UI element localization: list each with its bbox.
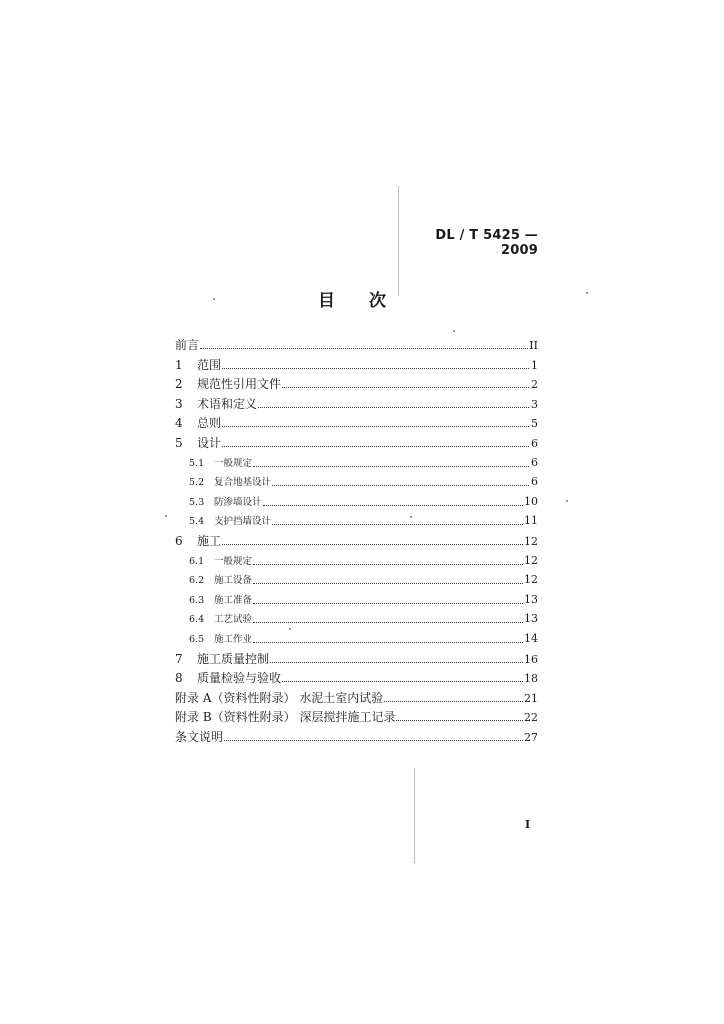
toc-leader-dots <box>224 739 523 741</box>
toc-entry-label: 施工准备 <box>214 594 253 606</box>
toc-entry-page: 6 <box>531 437 538 450</box>
toc-entry-page: 27 <box>524 731 538 744</box>
scan-speck <box>289 628 291 630</box>
toc-leader-dots <box>282 386 529 388</box>
toc-entry-page: 5 <box>531 417 538 431</box>
toc-entry-label: 设计 <box>197 436 222 450</box>
toc-entry <box>175 512 538 530</box>
toc-leader-dots <box>200 347 528 349</box>
toc-entry-number: 6 <box>175 534 183 548</box>
toc-entry-page: 6 <box>531 475 538 489</box>
toc-entry-number: 6.2 <box>189 575 205 587</box>
toc-entry-page: 2 <box>531 378 538 392</box>
toc-leader-dots <box>253 641 523 643</box>
toc-entry-page: 10 <box>524 494 538 508</box>
standard-code: DL / T 5425 — 2009 <box>435 228 538 258</box>
toc-entry <box>175 356 538 374</box>
toc-entry-number: 5.2 <box>189 477 205 489</box>
toc-entry <box>175 650 538 668</box>
toc-entry-page: 3 <box>531 397 538 411</box>
page-number: I <box>525 818 531 831</box>
toc-entry-label: 规范性引用文件 <box>197 377 282 392</box>
toc-entry <box>175 395 538 413</box>
toc-entry <box>175 571 538 589</box>
toc-entry-page: 18 <box>524 672 538 686</box>
toc-leader-dots <box>253 602 523 604</box>
toc-entry <box>175 552 538 570</box>
toc-leader-dots <box>253 465 529 467</box>
toc-entry-label: 一般规定 <box>214 457 253 469</box>
toc-entry-number: 6.4 <box>189 614 205 626</box>
toc-leader-dots <box>253 563 523 565</box>
toc-leader-dots <box>253 621 523 623</box>
toc-entry-page: 6 <box>531 455 538 469</box>
toc-entry-number: 3 <box>175 396 183 411</box>
toc-leader-dots <box>272 523 523 525</box>
scan-artifact-line <box>398 186 399 296</box>
toc-entry-number: 6.5 <box>189 634 205 645</box>
toc-leader-dots <box>282 680 523 682</box>
toc-entry-page: 14 <box>524 632 538 645</box>
toc-entry-label: 施工作业 <box>214 634 253 645</box>
toc-entry <box>175 591 538 609</box>
toc-entry-page: 22 <box>524 711 538 725</box>
toc-entry-page: 13 <box>524 592 538 606</box>
toc-leader-dots <box>222 425 529 427</box>
toc-entry-label: 支护挡墙设计 <box>214 516 272 528</box>
toc-entry-number: 6.1 <box>189 555 205 567</box>
toc-entry-page: II <box>529 339 538 352</box>
toc-entry <box>175 630 538 648</box>
toc-entry-number: 2 <box>175 377 183 392</box>
toc-entry-number: 8 <box>175 671 183 686</box>
toc-entry-page: 12 <box>524 573 538 587</box>
scan-speck <box>410 516 412 518</box>
toc-leader-dots <box>272 484 529 486</box>
toc-entry <box>175 708 538 726</box>
toc-entry-label: 施工质量控制 <box>197 651 270 666</box>
toc-leader-dots <box>396 719 523 721</box>
toc-entry-label: 术语和定义 <box>197 396 258 411</box>
toc-entry-page: 13 <box>524 612 538 626</box>
toc-entry-page: 1 <box>531 358 538 372</box>
scan-speck <box>586 292 588 294</box>
toc-entry-label: 施工设备 <box>214 575 253 587</box>
scan-artifact-line <box>414 768 415 863</box>
toc-entry-label: 防渗墙设计 <box>214 496 262 508</box>
toc-entry-page: 12 <box>524 553 538 567</box>
toc-leader-dots <box>270 661 523 663</box>
toc-title-char-1: 目 <box>318 291 335 311</box>
toc-entry-label: 前言 <box>175 338 200 352</box>
toc-entry <box>175 532 538 550</box>
toc-entry-number: 5 <box>175 436 183 450</box>
toc-entry-number: 4 <box>175 416 183 431</box>
scan-speck <box>213 298 215 300</box>
toc-entry-number: 1 <box>175 357 183 372</box>
toc-entry-label: 总则 <box>197 416 222 431</box>
toc-entry <box>175 454 538 472</box>
toc-entry-label: 工艺试验 <box>214 614 253 626</box>
toc-leader-dots <box>253 582 523 584</box>
toc-entry <box>175 689 538 707</box>
toc-entry-page: 12 <box>524 535 538 548</box>
toc-leader-dots <box>263 504 523 506</box>
toc-entry-label: 附录 A（资料性附录） 水泥土室内试验 <box>175 690 384 705</box>
toc-entry-number: 5.4 <box>189 516 205 528</box>
toc-entry-number: 6.3 <box>189 594 205 606</box>
toc-entry <box>175 375 538 393</box>
toc-entry-page: 11 <box>524 514 538 528</box>
toc-leader-dots <box>222 367 529 369</box>
toc-entry-label: 条文说明 <box>175 730 224 744</box>
scan-speck <box>566 500 568 502</box>
toc-entry-page: 16 <box>524 652 538 666</box>
toc-entry-label: 施工 <box>197 534 222 548</box>
toc-entry-label: 一般规定 <box>214 555 253 567</box>
toc-entry-number: 5.1 <box>189 457 205 469</box>
scan-speck <box>165 515 167 517</box>
toc-entry <box>175 493 538 511</box>
toc-entry <box>175 414 538 432</box>
toc-entry <box>175 669 538 687</box>
toc-leader-dots <box>384 700 523 702</box>
toc-entry-number: 7 <box>175 651 183 666</box>
toc-leader-dots <box>222 445 529 447</box>
toc-entry <box>175 473 538 491</box>
toc-entry <box>175 336 538 354</box>
toc-title <box>318 286 386 311</box>
toc-entry-label: 附录 B（资料性附录） 深层搅拌施工记录 <box>175 710 396 725</box>
toc-entry <box>175 728 538 746</box>
toc-entry-label: 质量检验与验收 <box>197 671 282 686</box>
toc-entry-label: 范围 <box>197 357 222 372</box>
toc-leader-dots <box>258 406 529 408</box>
toc-entry-label: 复合地基设计 <box>214 477 272 489</box>
toc-leader-dots <box>222 543 523 545</box>
toc-entry <box>175 434 538 452</box>
toc-entry <box>175 610 538 628</box>
toc-entry-number: 5.3 <box>189 496 205 508</box>
toc-title-char-2: 次 <box>369 291 386 311</box>
scan-speck <box>453 330 455 332</box>
toc-entry-page: 21 <box>524 691 538 705</box>
